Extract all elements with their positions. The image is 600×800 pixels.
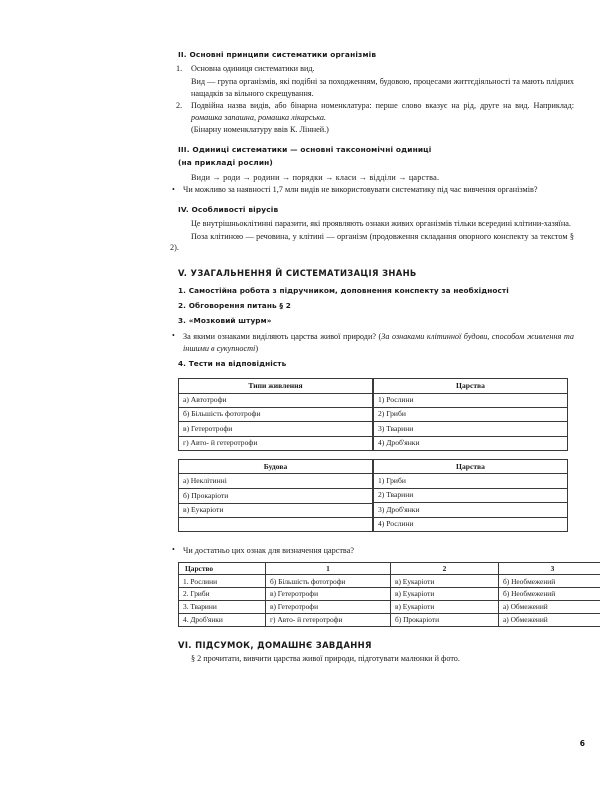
table-row xyxy=(179,575,600,588)
table-row xyxy=(374,436,568,450)
table-cell: 4) Дроб'янки xyxy=(374,436,568,450)
table-cell: 1) Гриби xyxy=(374,474,568,488)
list-text: (Бінарну номенклатуру ввів К. Лінней.) xyxy=(191,125,329,135)
table-cell: г) Авто- й гетеротрофи xyxy=(266,613,391,626)
table-row xyxy=(179,488,373,503)
list-text: Подвійна назва видів, або бінарна номенклатура: перше слово вказує на рід, друге на вид. Наприклад: xyxy=(191,101,574,111)
table-cell: а) Обмежений xyxy=(499,613,600,626)
list-item-continuation xyxy=(170,76,574,99)
bullet-dot-icon: • xyxy=(172,545,175,555)
bullet-dot-icon: • xyxy=(172,331,175,341)
list-number: 2. xyxy=(176,101,183,111)
table-cell: 4) Рослини xyxy=(374,517,568,531)
table-row xyxy=(179,474,373,489)
match-table-group-2 xyxy=(178,459,568,532)
table-spacer-row xyxy=(179,518,373,532)
table-row xyxy=(374,474,568,488)
table-cell: в) Еукаріоти xyxy=(179,503,373,518)
table-cell: 2) Тварини xyxy=(374,488,568,502)
table-header-cell: 1 xyxy=(266,562,391,575)
section-heading-4: IV. Особливості вірусів xyxy=(178,204,279,214)
table-cell: 1. Рослини xyxy=(179,575,266,588)
table-body-feeding xyxy=(179,393,373,450)
table-cell: б) Більшість фототрофи xyxy=(179,407,373,421)
section-heading-3-line2: (на прикладі рослин) xyxy=(178,158,273,168)
table-row xyxy=(179,407,373,421)
section-heading-6: VI. ПІДСУМОК, ДОМАШНЄ ЗАВДАННЯ xyxy=(178,639,372,650)
list-item-continuation xyxy=(170,124,574,136)
table-row xyxy=(374,393,568,407)
table-cell: б) Прокаріоти xyxy=(391,613,499,626)
page-content xyxy=(170,50,574,666)
taxonomy-chain: Види → роди → родини → порядки → класи → відділи → царства. xyxy=(191,172,440,182)
table-header-cell: Царства xyxy=(374,460,568,474)
list-number: 1. xyxy=(176,64,183,74)
table-cell: 4. Дроб'янки xyxy=(179,613,266,626)
subsection-5-3: 3. «Мозковий штурм» xyxy=(178,315,272,325)
table-cell: 3. Тварини xyxy=(179,600,266,613)
table-answers xyxy=(178,562,600,627)
table-header-cell: 2 xyxy=(391,562,499,575)
page-number: 6 xyxy=(579,739,585,748)
subsection-5-2: 2. Обговорення питань § 2 xyxy=(178,300,291,310)
virus-paragraph-1: Це внутрішньоклітинні паразити, які проявляють ознаки живих організмів тільки всередині клітини-хазяїна. xyxy=(191,219,571,229)
table-row xyxy=(179,422,373,436)
subsection-5-4: 4. Тести на відповідність xyxy=(178,359,287,369)
sufficiency-bullet xyxy=(170,545,574,557)
table-feeding-types xyxy=(178,378,373,451)
table-cell: в) Гетеротрофи xyxy=(266,588,391,601)
subsection-5-1: 1. Самостійна робота з підручником, доповнення конспекту за необхідності xyxy=(178,285,509,295)
list-item xyxy=(170,63,574,75)
table-spacer-cell xyxy=(179,518,373,532)
table-cell: 3) Тварини xyxy=(374,422,568,436)
binomial-example: ромашка запашна, ромашка лікарська. xyxy=(191,112,326,122)
table-structure xyxy=(178,459,373,532)
table-cell: в) Гетеротрофи xyxy=(179,422,373,436)
brainstorm-bullet xyxy=(170,331,574,354)
homework-paragraph: § 2 прочитати, вивчити царства живої природи, підготувати малюнки й фото. xyxy=(191,654,460,664)
bullet-answer-hint: За ознаками клітинної будови, способом живлення та іншими в сукупності xyxy=(183,331,575,353)
table-row xyxy=(179,588,600,601)
table-cell: в) Еукаріоти xyxy=(391,600,499,613)
table-cell: б) Необмежений xyxy=(499,575,600,588)
table-row xyxy=(374,422,568,436)
bullet-text-tail: ) xyxy=(255,343,259,353)
table-cell: б) Необмежений xyxy=(499,588,600,601)
table-body-structure xyxy=(179,474,373,531)
table-body-kingdoms-2 xyxy=(374,474,568,531)
table-header-cell: Будова xyxy=(179,460,373,474)
list-item xyxy=(170,100,574,123)
virus-paragraph-2: Поза клітиною — речовина, у клітині — організм (продовження складання опорного конспекту за текстом § 2). xyxy=(170,231,574,253)
table-kingdoms-1 xyxy=(373,378,568,451)
discussion-bullet xyxy=(170,184,574,196)
table-cell: а) Автотрофи xyxy=(179,393,373,407)
section-heading-2: II. Основні принципи систематики організмів xyxy=(178,50,377,59)
match-table-group-1 xyxy=(178,378,568,451)
table-row xyxy=(374,503,568,517)
table-cell: а) Неклітинні xyxy=(179,474,373,489)
table-header-cell: Типи живлення xyxy=(179,379,373,393)
table-row xyxy=(179,393,373,407)
table-cell: г) Авто- й гетеротрофи xyxy=(179,436,373,450)
section-heading-3-line1: III. Одиниці систематики — основні таксономічні одиниці xyxy=(178,145,432,155)
table-cell: б) Більшість фототрофи xyxy=(266,575,391,588)
table-header-cell: Царство xyxy=(179,562,266,575)
table-cell: б) Прокаріоти xyxy=(179,488,373,503)
bullet-text: За якими ознаками виділяють царства живої природи? ( xyxy=(183,331,382,341)
table-kingdoms-2 xyxy=(373,459,568,532)
table-cell: 3) Дроб'янки xyxy=(374,503,568,517)
table-cell: а) Обмежений xyxy=(499,600,600,613)
list-text: Вид — група організмів, які подібні за походженням, будовою, процесами життєдіяльності та мають плідних нащадків за вільного скрещування. xyxy=(191,76,574,98)
list-text: Основна одиниця систематики вид. xyxy=(191,64,315,74)
table-row xyxy=(179,436,373,450)
table-row xyxy=(179,613,600,626)
table-cell: 2. Гриби xyxy=(179,588,266,601)
table-row xyxy=(179,600,600,613)
table-answers-body xyxy=(179,575,600,626)
table-header-row xyxy=(179,562,600,575)
bullet-text: Чи можливо за наявності 1,7 млн видів не використовувати систематику під час вивчення організмів? xyxy=(183,185,538,195)
table-cell: 1) Рослини xyxy=(374,393,568,407)
table-header-cell: Царства xyxy=(374,379,568,393)
table-cell: 2) Гриби xyxy=(374,407,568,421)
table-row xyxy=(374,407,568,421)
table-row xyxy=(179,503,373,518)
table-header-cell: 3 xyxy=(499,562,600,575)
table-cell: в) Еукаріоти xyxy=(391,588,499,601)
table-row xyxy=(374,517,568,531)
table-cell: в) Еукаріоти xyxy=(391,575,499,588)
table-cell: в) Гетеротрофи xyxy=(266,600,391,613)
bullet-text: Чи достатньо цих ознак для визначення царства? xyxy=(183,545,354,555)
table-body-kingdoms-1 xyxy=(374,393,568,450)
section-heading-5: V. УЗАГАЛЬНЕННЯ Й СИСТЕМАТИЗАЦІЯ ЗНАНЬ xyxy=(178,268,417,279)
table-row xyxy=(374,488,568,502)
bullet-dot-icon: • xyxy=(172,184,175,194)
